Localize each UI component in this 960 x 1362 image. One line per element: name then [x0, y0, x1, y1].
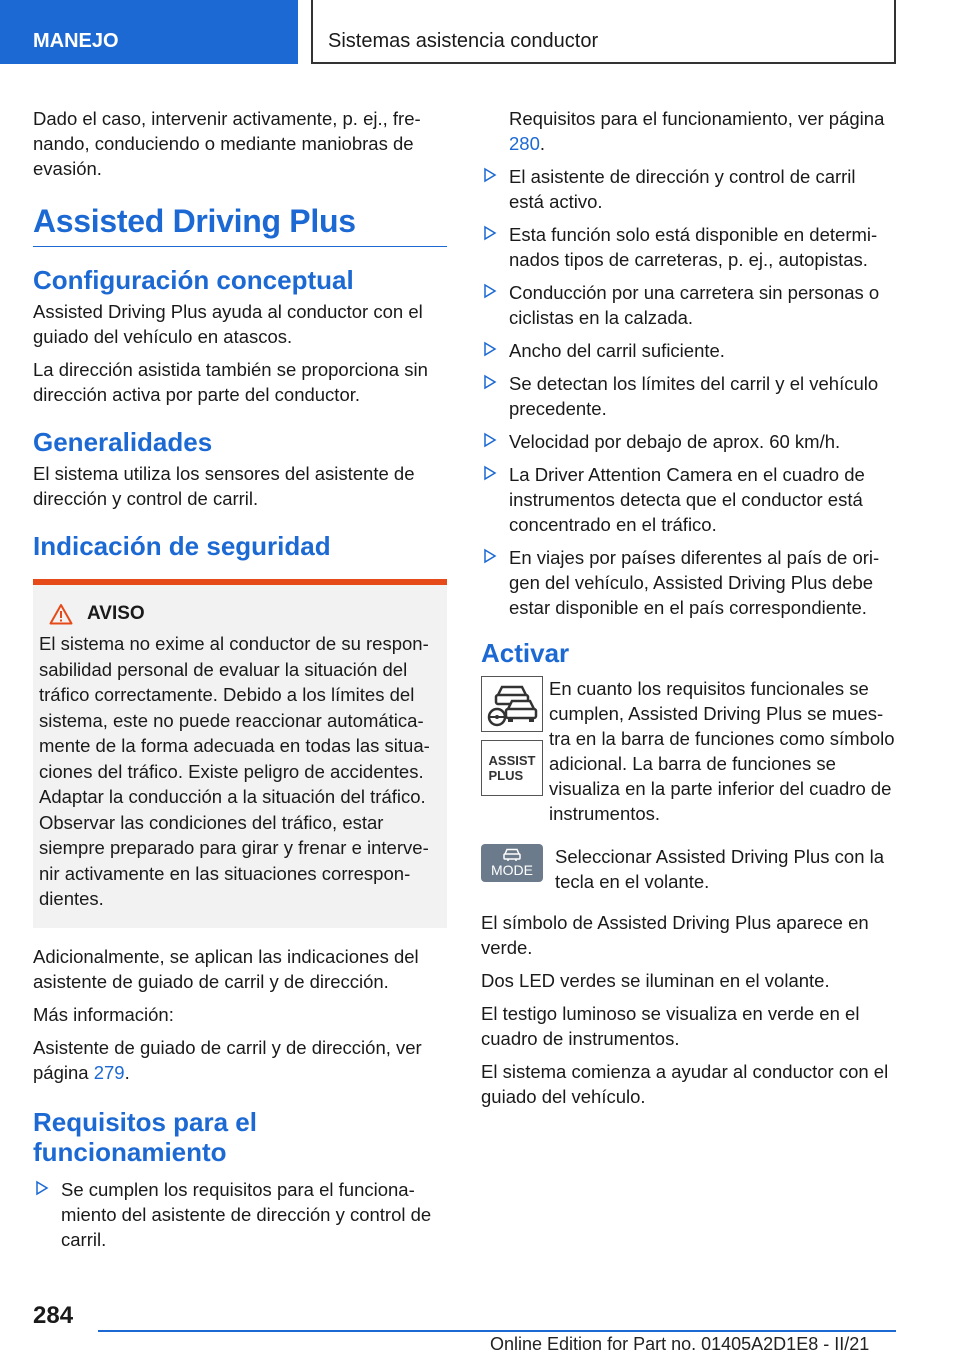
chapter-title-text: Sistemas asistencia conductor [328, 30, 599, 52]
warning-triangle-icon [49, 603, 73, 625]
mode-row [481, 844, 895, 902]
list-item-text: Velocidad por debajo de aprox. 60 km/h. [509, 431, 841, 452]
activate-paragraph: En cuanto los requisitos funcionales se cumplen, Assisted Driving Plus se muestra en la barra de funciones como símbolo adicional. La barra de funciones se visualiza en la parte inferior del cuadro de instrumentos. [549, 678, 895, 824]
triangle-bullet-icon [483, 374, 497, 390]
section-tab [0, 0, 298, 64]
triangle-bullet-icon [483, 548, 497, 564]
triangle-bullet-icon [35, 1180, 49, 1196]
paragraph: Adicionalmente, se aplican las indicaciones del asistente de guiado de carril y de dirección. [33, 945, 419, 992]
section-title-requisitos: Requisitos para el funcionamiento [33, 1106, 257, 1167]
page-link-279[interactable]: 279 [93, 1061, 125, 1083]
requirements-list-left [33, 1177, 447, 1252]
steering-cars-icon [481, 676, 543, 732]
list-item-text: Se cumplen los requisitos para el funcionamiento del asistente de dirección y control de carril. [61, 1178, 432, 1250]
main-title: Assisted Driving Plus [33, 203, 447, 247]
mode-label: MODE [491, 862, 533, 878]
section-title-activar: Activar [481, 638, 570, 668]
list-item [481, 429, 895, 454]
section-title-seguridad: Indicación de seguridad [33, 531, 331, 561]
footer-edition: Online Edition for Part no. 01405A2D1E8 - II/21 [490, 1334, 870, 1354]
triangle-bullet-icon [483, 341, 497, 357]
section-title-configuracion: Configuración conceptual [33, 265, 354, 295]
reference-text: Requisitos para el funcionamiento, ver página [509, 108, 885, 129]
left-column [33, 106, 447, 1260]
list-item [481, 338, 895, 363]
paragraph-reference [33, 1035, 447, 1085]
assist-icon-label: ASSIST [488, 753, 536, 768]
list-item-text: Ancho del carril suficiente. [509, 340, 725, 361]
warning-text: El sistema no exime al conductor de su responsabilidad personal de evaluar la situación del tráfico correctamente. Debido a los límites del sistema, este no puede reaccionar automáticamente de la forma adecuada en todas las situaciones del tráfico. Existe peligro de accidentes. Adaptar la conducción a la situación del tráfico. Observar las condiciones del tráfico, estar siempre preparado para girar y frenar e intervenir activamente en las situaciones correspondientes. [39, 633, 430, 909]
reference-text: Asistente de guiado de carril y de dirección, ver página [33, 1036, 422, 1083]
section-title-generalidades: Generalidades [33, 427, 213, 457]
right-column [481, 106, 895, 1117]
list-item-text: El asistente de dirección y control de carril está activo. [509, 166, 856, 212]
mode-button-icon [481, 844, 543, 882]
paragraph: Más información: [33, 1003, 174, 1025]
car-icon [501, 848, 523, 862]
warning-box [33, 579, 447, 928]
paragraph: La dirección asistida también se proporciona sin dirección activa por parte del conductor. [33, 359, 428, 405]
punctuation: . [124, 1061, 130, 1083]
triangle-bullet-icon [483, 225, 497, 241]
triangle-bullet-icon [483, 465, 497, 481]
paragraph: Dos LED verdes se iluminan en el volante. [481, 970, 830, 991]
list-item-text: Conducción por una carretera sin personas o ciclistas en la calzada. [509, 282, 880, 328]
list-item [481, 164, 895, 214]
list-item-text: Se detectan los límites del carril y el vehículo precedente. [509, 373, 879, 419]
list-item-text: La Driver Attention Camera en el cuadro de instrumentos detecta que el conductor está concentrado en el tráfico. [509, 464, 865, 535]
requirements-list-right [481, 164, 895, 620]
paragraph: Assisted Driving Plus ayuda al conductor con el guiado del vehículo en atascos. [33, 301, 423, 347]
list-item [481, 371, 895, 421]
page-number: 284 [33, 1302, 74, 1329]
page-link-280[interactable]: 280 [509, 133, 540, 154]
warning-title: AVISO [87, 603, 145, 624]
assist-icon-label: PLUS [488, 768, 524, 783]
list-item [33, 1177, 447, 1252]
assist-plus-icon [481, 740, 543, 796]
paragraph: Seleccionar Assisted Driving Plus con la tecla en el volante. [555, 846, 885, 892]
paragraph: El testigo luminoso se visualiza en verde en el cuadro de instrumentos. [481, 1003, 860, 1049]
section-label: MANEJO [33, 30, 119, 52]
chapter-title [311, 0, 896, 64]
triangle-bullet-icon [483, 283, 497, 299]
footer-divider [98, 1330, 896, 1332]
paragraph: El símbolo de Assisted Driving Plus aparece en verde. [481, 912, 869, 958]
list-item-text: En viajes por países diferentes al país de origen del vehículo, Assisted Driving Plus debe estar disponible en el país correspondiente. [509, 547, 880, 618]
punctuation: . [539, 133, 546, 154]
list-item [481, 222, 895, 272]
warning-header [39, 603, 435, 625]
triangle-bullet-icon [483, 432, 497, 448]
activate-row [481, 676, 895, 834]
list-item [481, 462, 895, 537]
list-item-text: Esta función solo está disponible en determinados tipos de carreteras, p. ej., autopistas. [509, 224, 878, 270]
requirements-reference [481, 106, 895, 156]
triangle-bullet-icon [483, 167, 497, 183]
paragraph: El sistema utiliza los sensores del asistente de dirección y control de carril. [33, 463, 415, 509]
list-item [481, 545, 895, 620]
list-item [481, 280, 895, 330]
intro-paragraph: Dado el caso, intervenir activamente, p. ej., frenando, conduciendo o mediante maniobras de evasión. [33, 108, 421, 179]
icon-stack [481, 676, 547, 834]
paragraph: El sistema comienza a ayudar al conductor con el guiado del vehículo. [481, 1061, 889, 1107]
